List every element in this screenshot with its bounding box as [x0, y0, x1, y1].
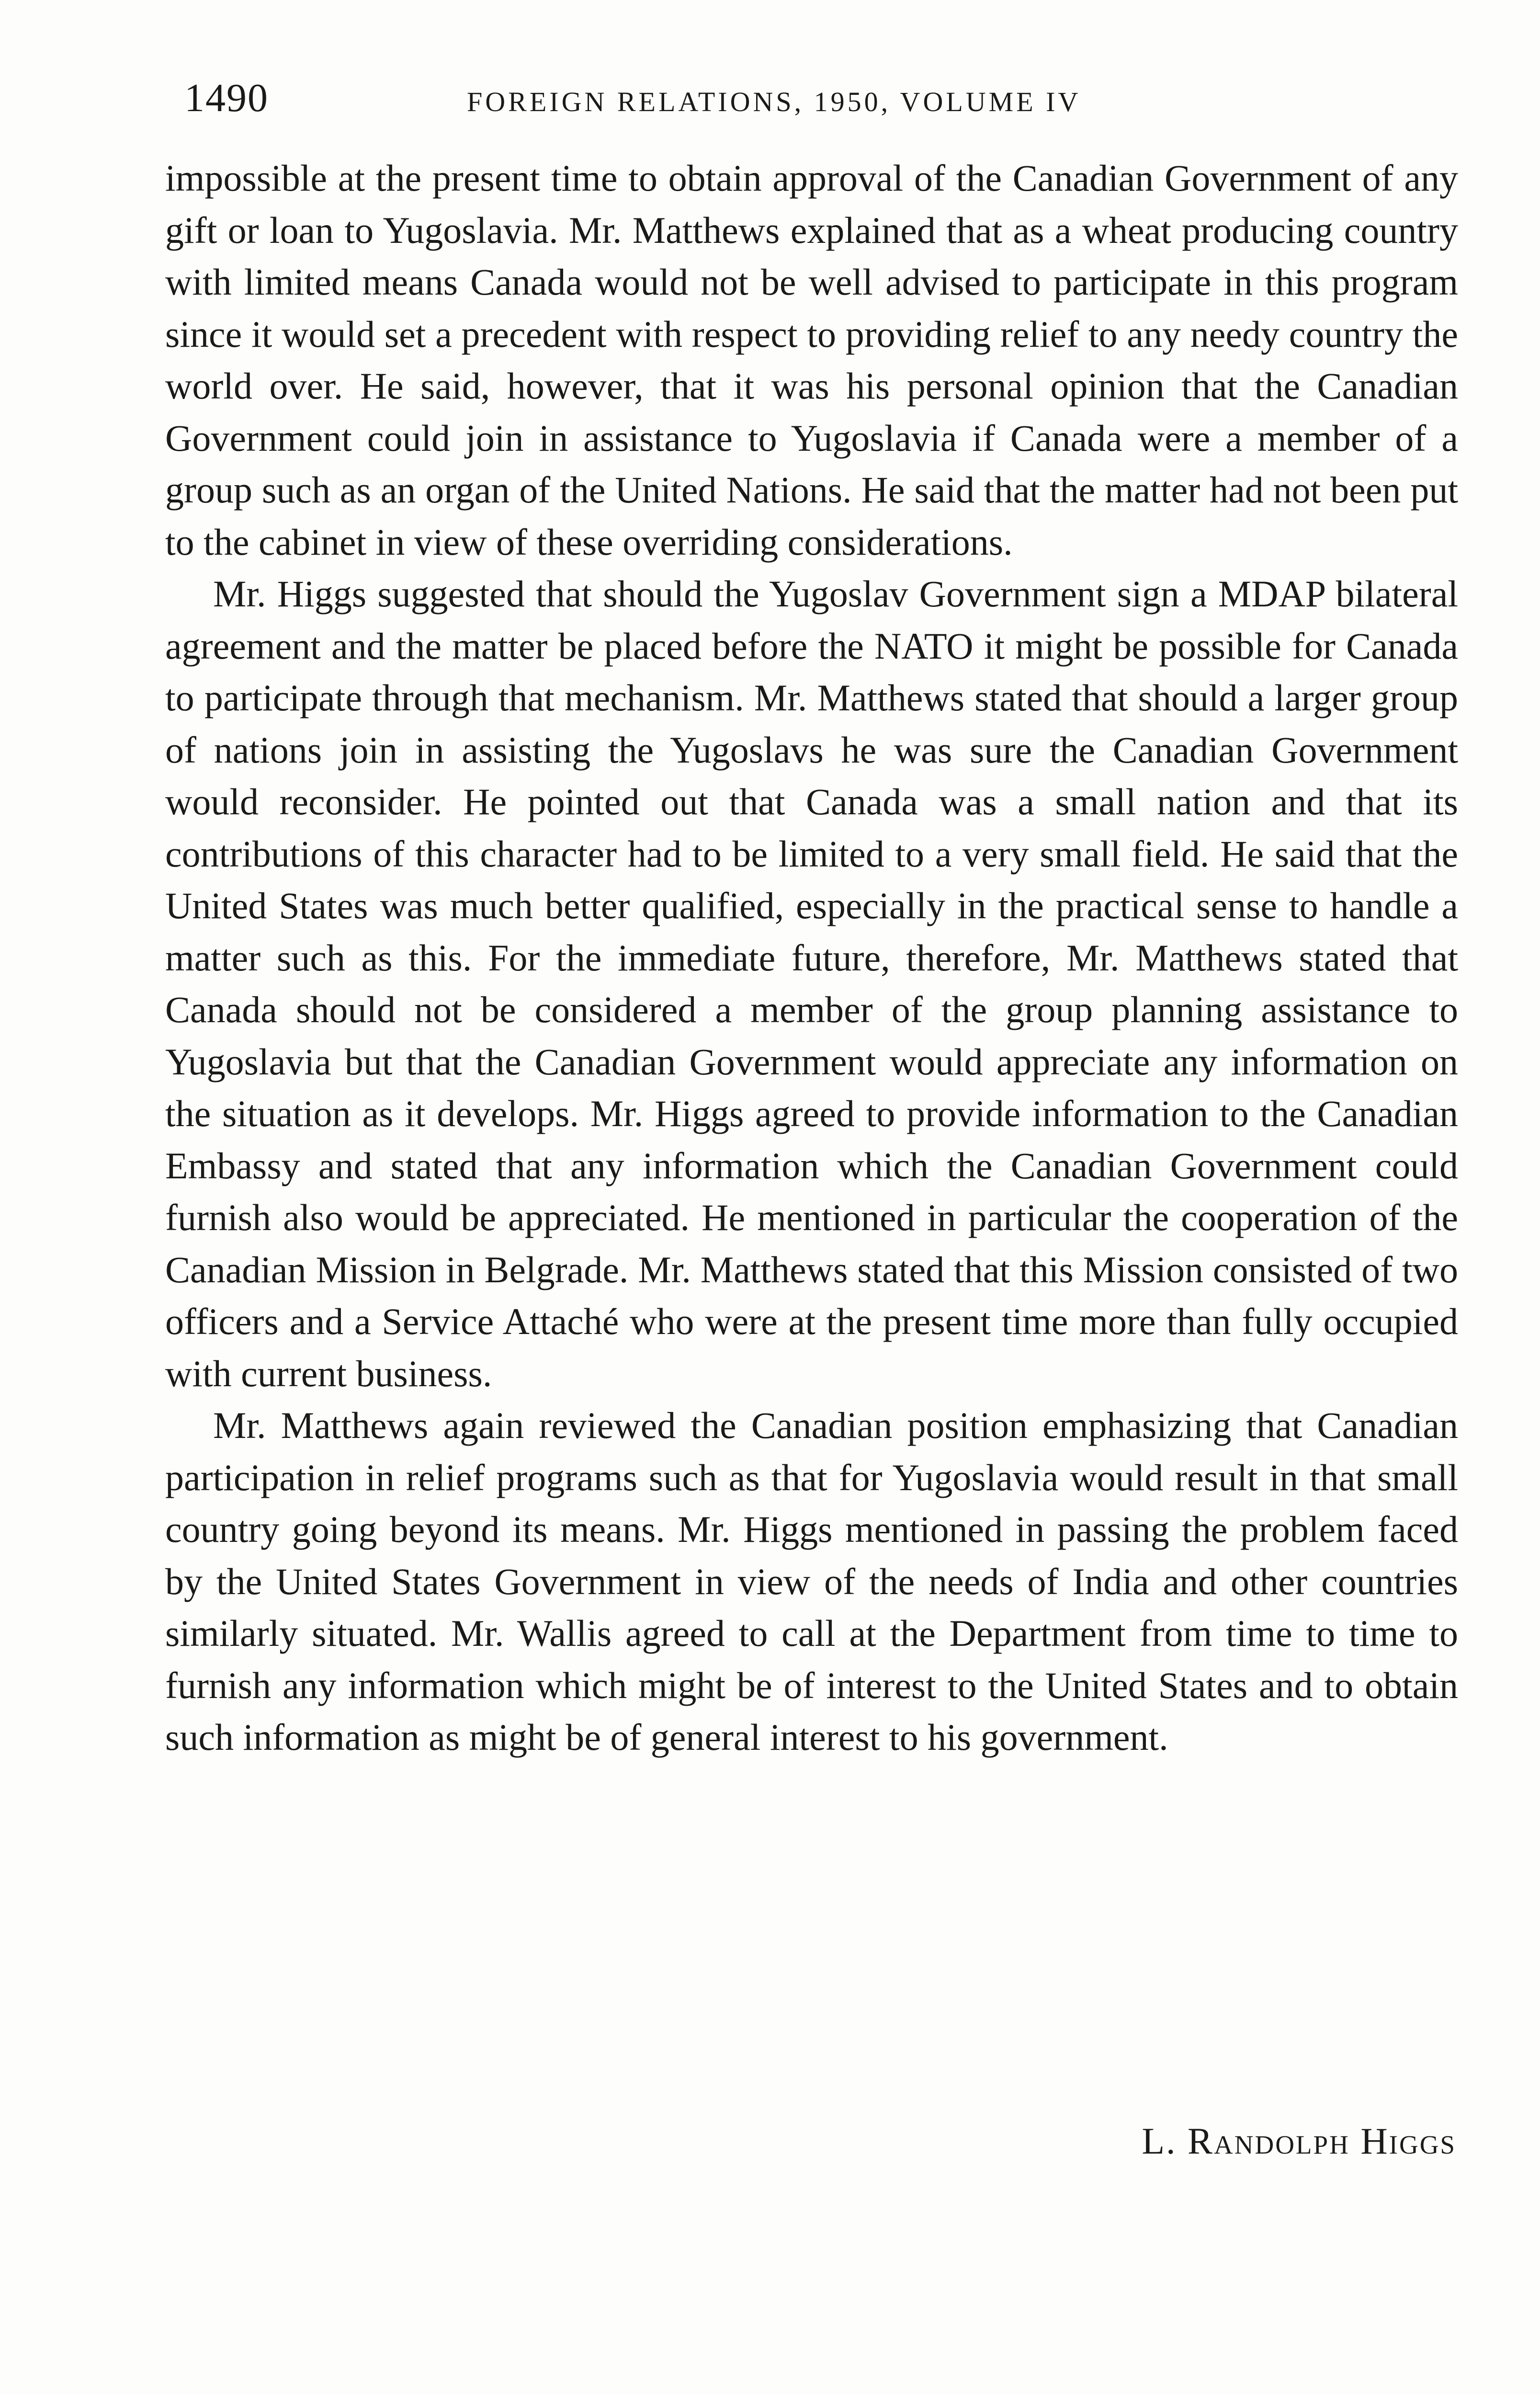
- paragraph-3: Mr. Matthews again reviewed the Canadian position emphasizing that Canadian participation in relief programs such as that for Yugoslavia would result in that small country going beyond its means. Mr. Higgs mentioned in passing the problem faced by the United States Government in view of the needs of India and other countries similarly situated. Mr. Wallis agreed to call at the Department from time to time to furnish any information which might be of interest to the United States and to obtain such information as might be of general interest to his government.: [165, 1404, 1458, 1758]
- running-title: FOREIGN RELATIONS, 1950, VOLUME IV: [467, 86, 1081, 117]
- running-head: [184, 72, 1468, 125]
- paragraph-2: Mr. Higgs suggested that should the Yugoslav Government sign a MDAP bilateral agreement and the matter be placed before the NATO it might be possible for Canada to participate through that mechanism. Mr. Matthews stated that should a larger group of nations join in assisting the Yugoslavs he was sure the Canadian Government would reconsider. He pointed out that Canada was a small nation and that its contributions of this character had to be limited to a very small field. He said that the United States was much better qualified, especially in the practical sense to handle a matter such as this. For the immediate future, therefore, Mr. Matthews stated that Canada should not be considered a member of the group planning assistance to Yugoslavia but that the Canadian Government would appreciate any information on the situation as it develops. Mr. Higgs agreed to provide information to the Canadian Embassy and stated that any information which the Canadian Government could furnish also would be appreciated. He mentioned in particular the cooperation of the Canadian Mission in Belgrade. Mr. Matthews stated that this Mission consisted of two officers and a Service Attaché who were at the present time more than fully occupied with current business.: [165, 573, 1458, 1394]
- page-number: 1490: [184, 76, 269, 120]
- signature: L. Randolph Higgs: [1142, 2120, 1456, 2162]
- paragraph-1: impossible at the present time to obtain approval of the Canadian Government of any gift or loan to Yugoslavia. Mr. Matthews explained that as a wheat producing country with limited means Canada would not be well advised to participate in this program since it would set a precedent with respect to providing relief to any needy country the world over. He said, however, that it was his personal opinion that the Canadian Government could join in assistance to Yugoslavia if Canada were a member of a group such as an organ of the United Nations. He said that the matter had not been put to the cabinet in view of these overriding considerations.: [165, 157, 1458, 563]
- body-text: [165, 152, 1458, 1764]
